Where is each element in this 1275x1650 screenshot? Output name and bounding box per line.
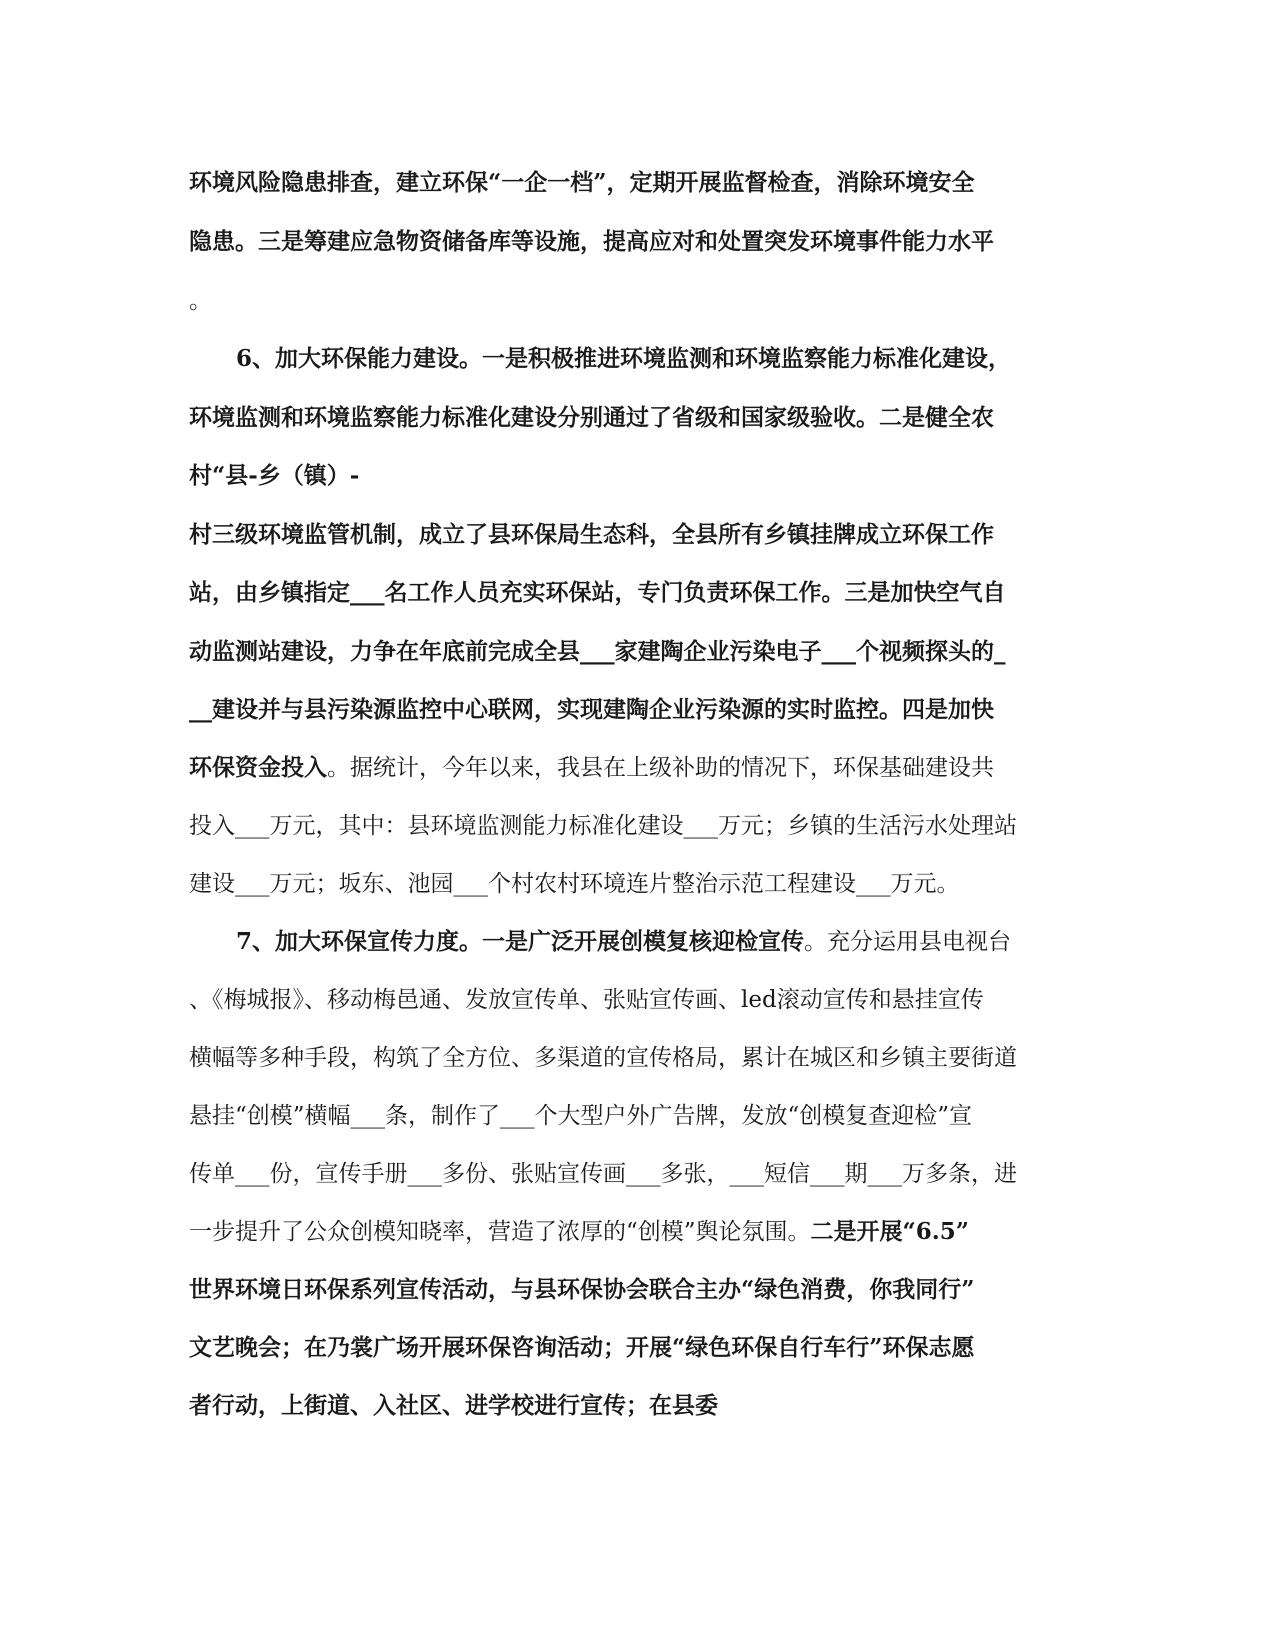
- bold-text: 动监测站建设，力争在年底前完成全县___家建陶企业污染电子___个视频探头的_: [189, 638, 1006, 665]
- bold-text: 世界环境日环保系列宣传活动，与县环保协会联合主办“绿色消费，你我同行”: [189, 1276, 975, 1303]
- text-line: [189, 515, 1089, 555]
- text-line: [189, 690, 1089, 730]
- bold-text: 文艺晚会；在乃裳广场开展环保咨询活动；开展“绿色环保自行车行”环保志愿: [189, 1334, 975, 1361]
- text-segment: 传单___份，宣传手册___多份、张贴宣传画___多张，___短信___期___万多条，进: [189, 1161, 1017, 1187]
- text-segment: 横幅等多种手段，构筑了全方位、多渠道的宣传格局，累计在城区和乡镇主要街道: [189, 1045, 1017, 1071]
- text-line: [189, 748, 1089, 788]
- text-line: [189, 1270, 1089, 1310]
- text-segment: 。充分运用县电视台: [804, 929, 1012, 955]
- paragraph-heading-6: [236, 339, 1136, 379]
- bold-text: 环保资金投入: [189, 754, 327, 781]
- text-segment: 一步提升了公众创模知晓率，营造了浓厚的“创模”舆论氛围。: [189, 1219, 811, 1245]
- bold-text: 7、加大环保宣传力度。一是广泛开展创模复核迎检宣传: [236, 928, 805, 955]
- text-segment: 。据统计，今年以来，我县在上级补助的情况下，环保基础建设共: [327, 755, 994, 781]
- text-segment: 投入___万元，其中：县环境监测能力标准化建设___万元；乡镇的生活污水处理站: [189, 813, 1017, 839]
- bold-text: __建设并与县污染源监控中心联网，实现建陶企业污染源的实时监控。四是加快: [189, 696, 994, 723]
- text-segment: 、《梅城报》、移动梅邑通、发放宣传单、张贴宣传画、led滚动宣传和悬挂宣传: [189, 987, 984, 1013]
- bold-text: 站，由乡镇指定___名工作人员充实环保站，专门负责环保工作。三是加快空气自: [189, 579, 1006, 606]
- text-line: [189, 1212, 1089, 1252]
- text-line: [189, 1386, 1089, 1426]
- text-segment: 悬挂“创模”横幅___条，制作了___个大型户外广告牌，发放“创模复查迎检”宣: [189, 1103, 973, 1129]
- text-line: [189, 1038, 1089, 1078]
- text-line: [189, 163, 1089, 203]
- bold-text: 6、加大环保能力建设。一是积极推进环境监测和环境监察能力标准化建设，: [236, 345, 1012, 372]
- text-segment: 。: [189, 288, 212, 314]
- text-line: [189, 1096, 1089, 1136]
- bold-text: 者行动，上街道、入社区、进学校进行宣传；在县委: [189, 1392, 718, 1419]
- bold-text: 环境监测和环境监察能力标准化建设分别通过了省级和国家级验收。二是健全农: [189, 404, 994, 431]
- text-line: [189, 806, 1089, 846]
- bold-text: 村三级环境监管机制，成立了县环保局生态科，全县所有乡镇挂牌成立环保工作: [189, 521, 994, 548]
- bold-text: 村“县-乡（镇）-: [189, 462, 360, 489]
- text-line: [189, 632, 1089, 672]
- text-line: [189, 281, 1089, 321]
- text-line: [189, 980, 1089, 1020]
- bold-text: 二是开展“6.5”: [810, 1218, 970, 1245]
- bold-text: 环境风险隐患排查，建立环保“一企一档”，定期开展监督检查，消除环境安全: [189, 169, 975, 196]
- text-line: [189, 1154, 1089, 1194]
- text-line: [189, 222, 1089, 262]
- text-line: [189, 1328, 1089, 1368]
- text-line: [189, 456, 1089, 496]
- bold-text: 隐患。三是筹建应急物资储备库等设施，提高应对和处置突发环境事件能力水平: [189, 228, 994, 255]
- text-line: [189, 864, 1089, 904]
- text-line: [189, 573, 1089, 613]
- paragraph-heading-7: [236, 922, 1136, 962]
- text-segment: 建设___万元；坂东、池园___个村农村环境连片整治示范工程建设___万元。: [189, 871, 960, 897]
- text-line: [189, 398, 1089, 438]
